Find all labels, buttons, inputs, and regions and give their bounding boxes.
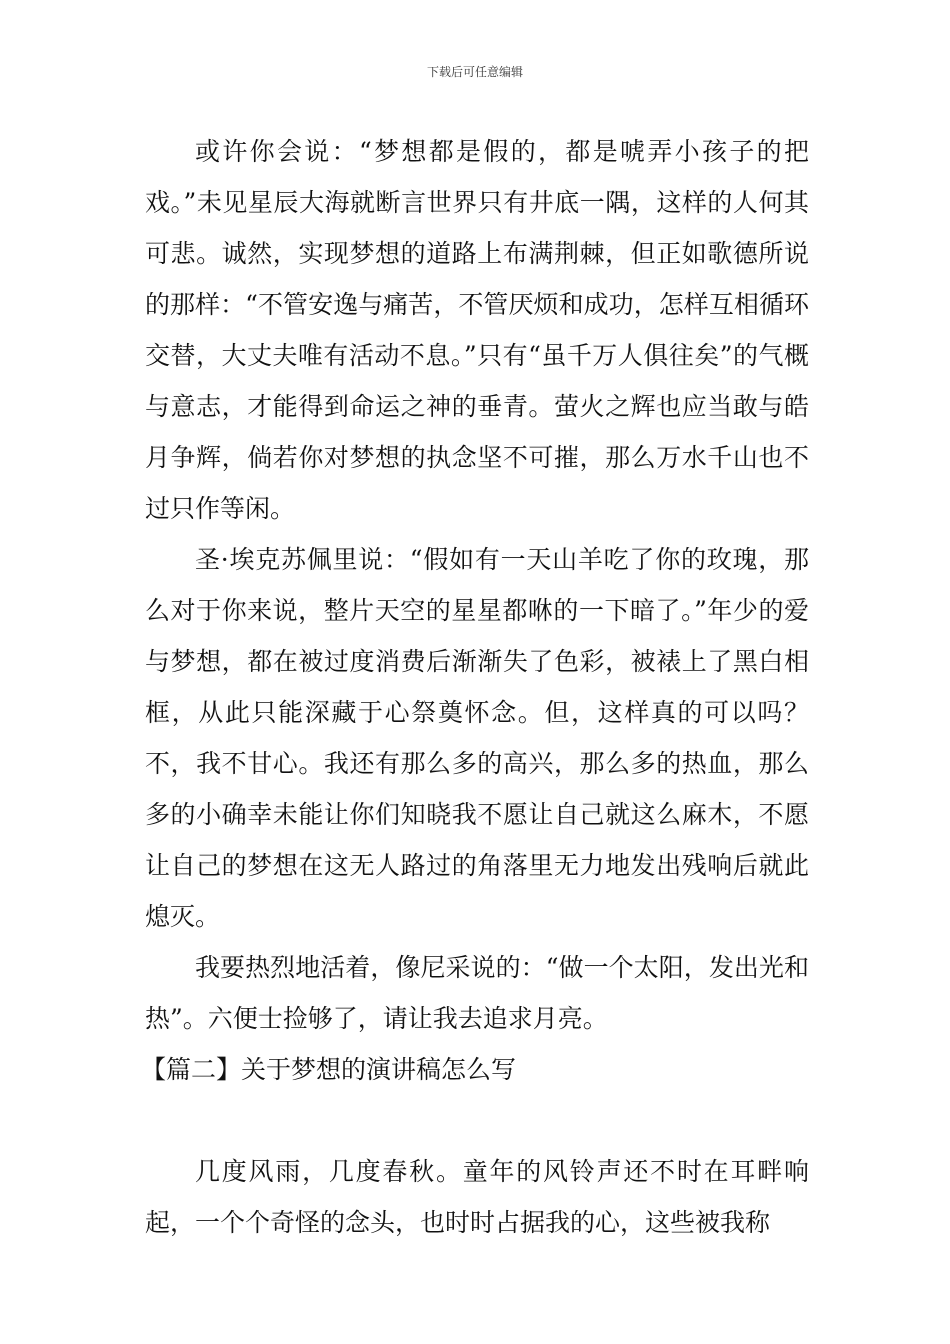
paragraph-little-prince: 圣·埃克苏佩里说：“假如有一天山羊吃了你的玫瑰，那么对于你来说，整片天空的星星都咻的一下暗了。”年少的爱与梦想，都在被过度消费后渐渐失了色彩，被裱上了黑白相框，从此只能深藏于心祭奠怀念。但，这样真的可以吗？不，我不甘心。我还有那么多的高兴，那么多的热血，那么多的小确幸未能让你们知晓我不愿让自己就这么麻木，不愿让自己的梦想在这无人路过的角落里无力地发出残响后就此熄灭。: [145, 545, 809, 931]
blank-line: [145, 1095, 809, 1146]
paragraph-dream-skeptics: 或许你会说：“梦想都是假的，都是唬弄小孩子的把戏。”未见星辰大海就断言世界只有井底一隅，这样的人何其可悲。诚然，实现梦想的道路上布满荆棘，但正如歌德所说的那样：“不管安逸与痛苦，不管厌烦和成功，怎样互相循环交替，大丈夫唯有活动不息。”只有“虽千万人俱往矣”的气概与意志，才能得到命运之神的垂青。萤火之辉也应当敢与皓月争辉，倘若你对梦想的执念坚不可摧，那么万水千山也不过只作等闲。: [145, 137, 809, 523]
page-header: 下载后可任意编辑: [426, 65, 523, 79]
paragraph-childhood: 几度风雨，几度春秋。童年的风铃声还不时在耳畔响起，一个个奇怪的念头，也时时占据我的心，这些被我称: [145, 1157, 809, 1237]
section-heading: 【篇二】关于梦想的演讲稿怎么写: [141, 1055, 517, 1084]
paragraph-nietzsche: 我要热烈地活着，像尼采说的：“做一个太阳，发出光和热”。六便士捡够了，请让我去追求月亮。: [145, 953, 809, 1033]
document-body: [141, 126, 809, 1248]
